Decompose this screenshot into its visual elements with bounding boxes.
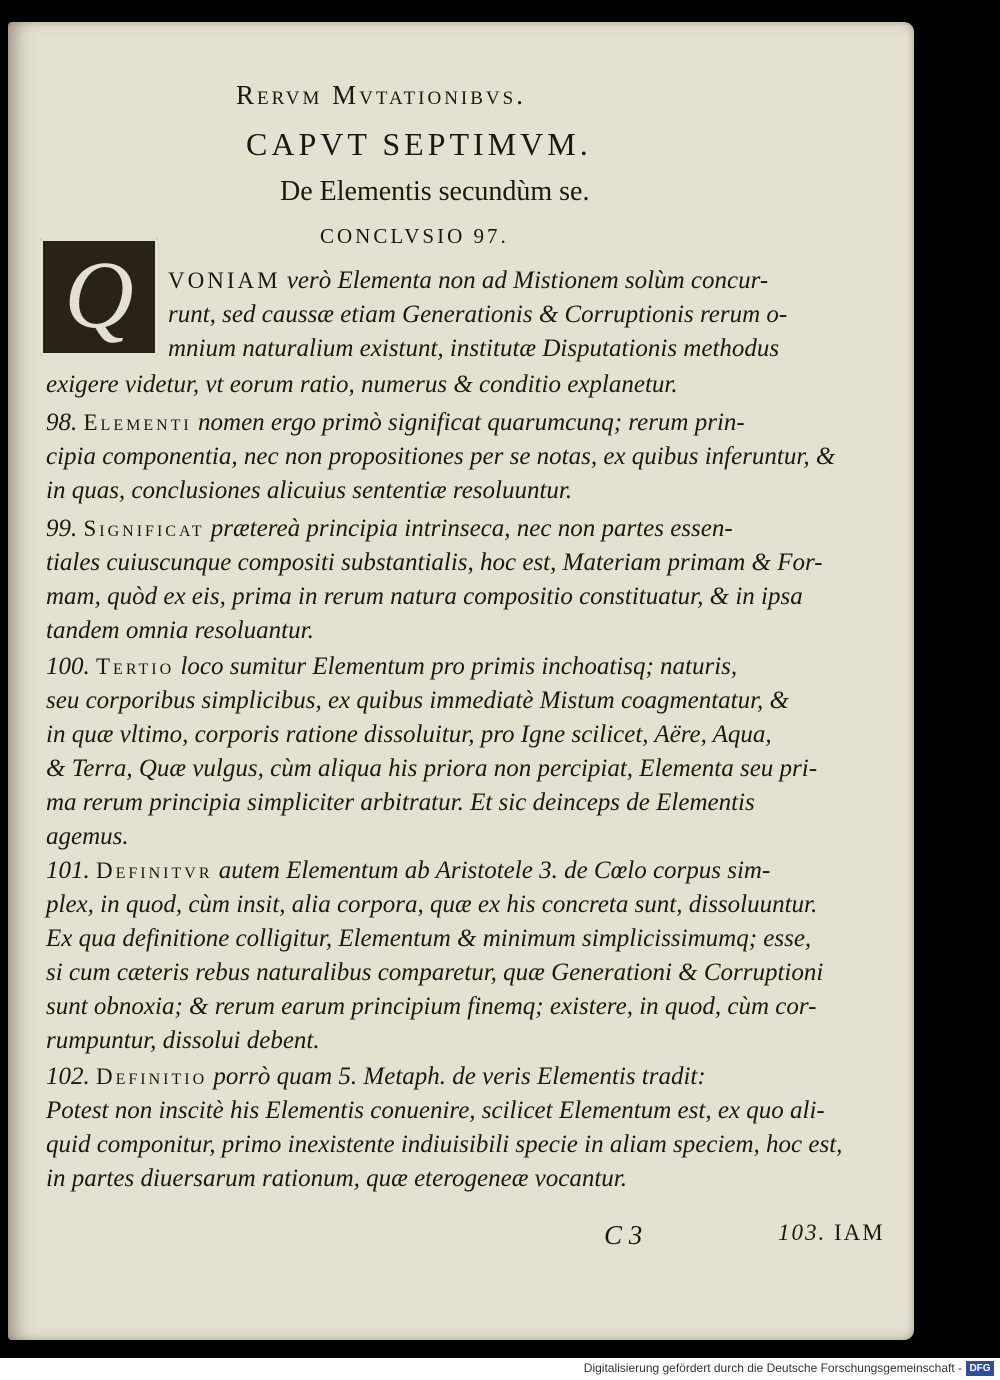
text-line — [46, 1062, 706, 1092]
decorated-initial — [40, 238, 158, 356]
text-line: mnium naturalium existunt, institutæ Disputationis methodus — [168, 335, 780, 362]
catchword-number: 103. — [778, 1220, 827, 1245]
small-caps-word: VONIAM — [168, 268, 281, 293]
paragraph-number: 100. — [46, 653, 90, 680]
credit-bar — [0, 1358, 1000, 1380]
text-line: tiales cuiuscunque compositi substantialis, hoc est, Materiam primam & For- — [46, 549, 823, 576]
small-caps-word: Definitvr — [96, 858, 213, 883]
text-line: rumpuntur, dissolui debent. — [46, 1027, 320, 1054]
paragraph-number: 98. — [46, 409, 78, 436]
text-run: autem Elementum ab Aristotele 3. de Cœlo corpus sim- — [212, 857, 771, 884]
text-run: loco sumitur Elementum pro primis inchoatisq; naturis, — [174, 653, 738, 680]
text-line: Ex qua definitione colligitur, Elementum & minimum simplicissimumq; esse, — [46, 925, 812, 952]
text-line: in quas, conclusiones alicuius sententiæ resoluuntur. — [46, 477, 573, 504]
text-line: ma rerum principia simpliciter arbitratur. Et sic deinceps de Elementis — [46, 789, 755, 816]
text-run: nomen ergo primò significat quarumcunq; rerum prin- — [191, 409, 745, 436]
text-line: sunt obnoxia; & rerum earum principium finemq; existere, in quod, cùm cor- — [46, 993, 817, 1020]
small-caps-word: Definitio — [96, 1064, 208, 1089]
text-line — [46, 856, 770, 886]
book-page — [8, 22, 914, 1340]
paragraph-number: 99. — [46, 515, 78, 542]
text-line: Potest non inscitè his Elementis conuenire, scilicet Elementum est, ex quo ali- — [46, 1097, 825, 1124]
conclusio-heading: CONCLVSIO 97. — [320, 224, 509, 248]
small-caps-word: Elementi — [83, 410, 192, 435]
signature-mark: C 3 — [604, 1220, 643, 1250]
dfg-logo: DFG — [966, 1361, 994, 1376]
text-line: exigere videtur, vt eorum ratio, numerus & conditio explanetur. — [46, 371, 678, 398]
text-line: si cum cæteris rebus naturalibus comparetur, quæ Generationi & Corruptioni — [46, 959, 824, 986]
text-line: cipia componentia, nec non propositiones per se notas, ex quibus inferuntur, & — [46, 443, 836, 470]
text-line: seu corporibus simplicibus, ex quibus immediatè Mistum coagmentatur, & — [46, 687, 789, 714]
text-line: runt, sed caussæ etiam Generationis & Corruptionis rerum o- — [168, 301, 788, 328]
credit-text: Digitalisierung gefördert durch die Deutsche Forschungsgemeinschaft - — [583, 1361, 962, 1375]
catchword-text: IAM — [834, 1220, 885, 1245]
text-line: quid componitur, primo inexistente indiuisibili specie in aliam speciem, hoc est, — [46, 1131, 843, 1158]
text-line: & Terra, Quæ vulgus, cùm aliqua his priora non percipiat, Elementa seu pri- — [46, 755, 818, 782]
initial-letter: Q — [64, 241, 134, 348]
text-line: plex, in quod, cùm insit, alia corpora, quæ ex his concreta sunt, dissoluuntur. — [46, 891, 818, 918]
chapter-title: CAPVT SEPTIMVM. — [246, 126, 592, 162]
text-line: in partes diuersarum rationum, quæ eterogeneæ vocantur. — [46, 1165, 627, 1192]
paragraph-number: 102. — [46, 1063, 90, 1090]
paragraph-number: 101. — [46, 857, 90, 884]
text-run: verò Elementa non ad Mistionem solùm concur- — [280, 267, 769, 294]
text-line — [168, 266, 768, 296]
running-head: Rervm Mvtationibvs. — [236, 80, 526, 110]
text-line — [46, 514, 733, 544]
text-line: in quæ vltimo, corporis ratione dissoluitur, pro Igne scilicet, Aëre, Aqua, — [46, 721, 772, 748]
small-caps-word: Tertio — [96, 654, 175, 679]
text-line: mam, quòd ex eis, prima in rerum natura compositio constituatur, & in ipsa — [46, 583, 803, 610]
text-line: tandem omnia resoluantur. — [46, 617, 314, 644]
text-line: agemus. — [46, 823, 129, 850]
small-caps-word: Significat — [83, 516, 205, 541]
text-run: porrò quam 5. Metaph. de veris Elementis tradit: — [207, 1063, 706, 1090]
text-line — [46, 652, 737, 682]
text-run: prætereà principia intrinseca, nec non partes essen- — [204, 515, 733, 542]
chapter-subtitle: De Elementis secundùm se. — [280, 176, 590, 207]
catchword — [778, 1220, 885, 1246]
text-line — [46, 408, 745, 438]
